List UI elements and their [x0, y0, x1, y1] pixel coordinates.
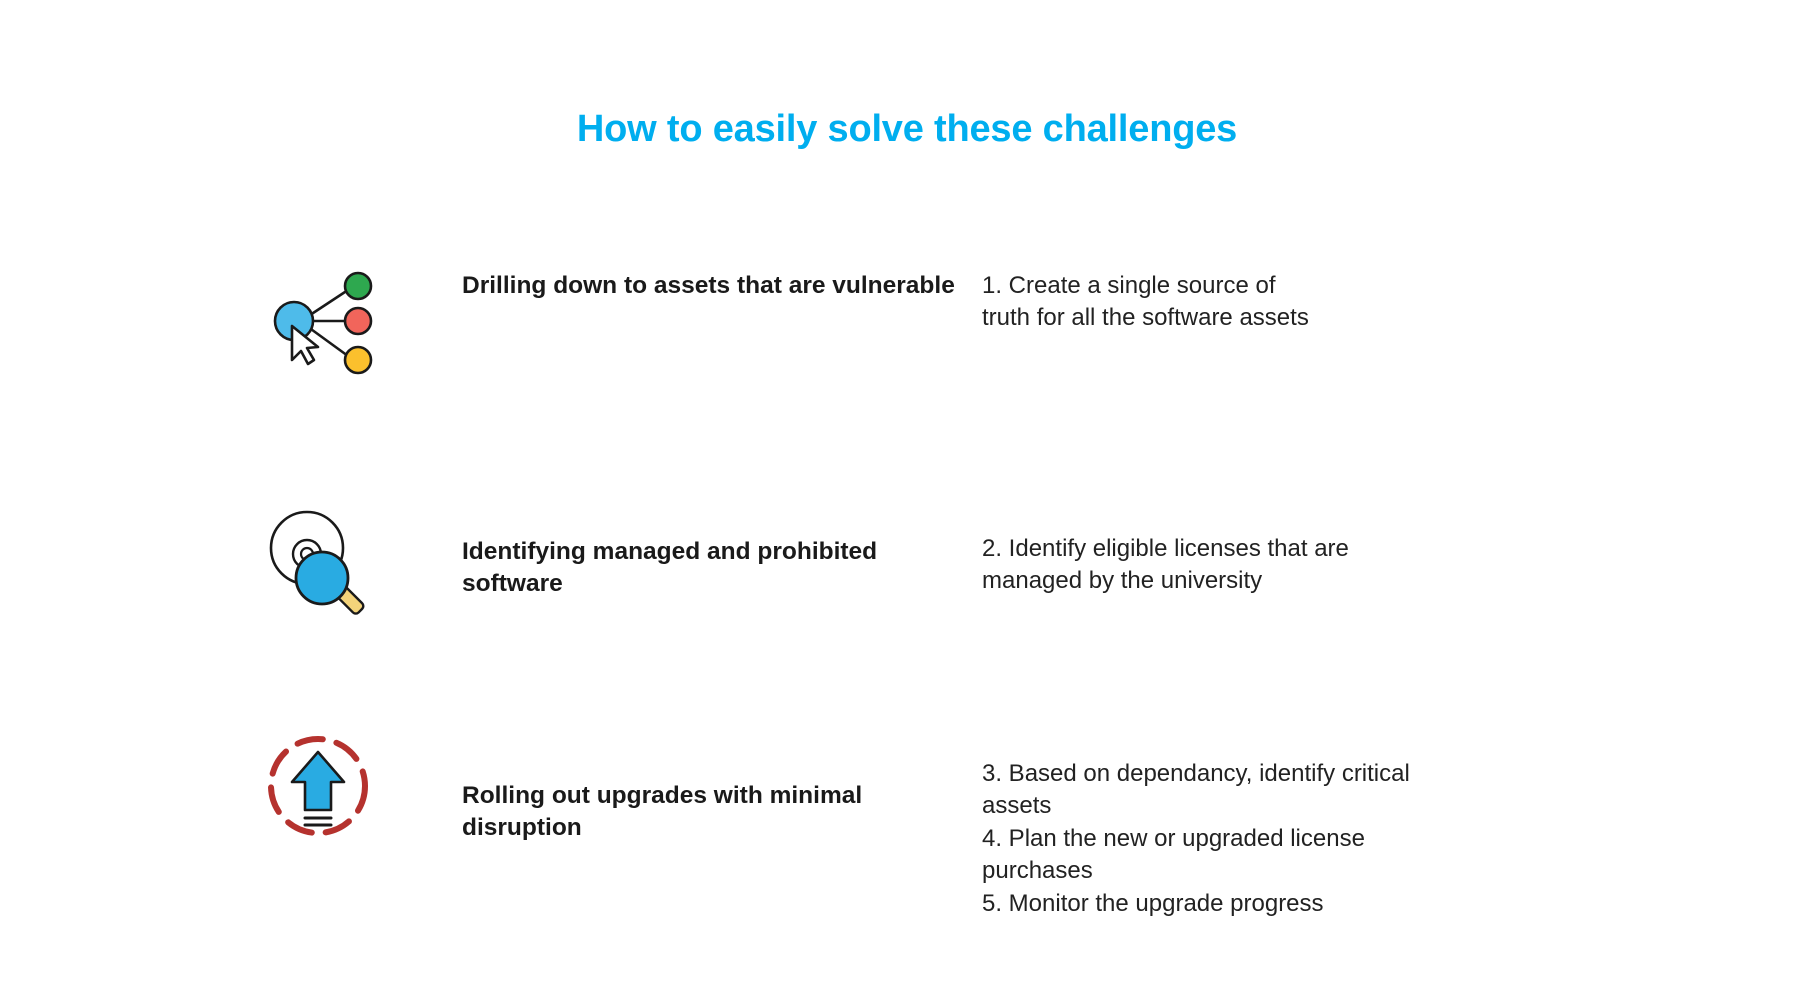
solution-text — [982, 258, 1582, 335]
challenge-solution-list — [0, 258, 1814, 948]
solution-text — [982, 718, 1582, 920]
solution-line: 4. Plan the new or upgraded license — [982, 824, 1365, 852]
solution-line: 1. Create a single source of — [982, 272, 1276, 299]
icon-cell — [252, 488, 387, 636]
solution-line: 2. Identify eligible licenses that are — [982, 535, 1349, 562]
challenge-text: Identifying managed and prohibited software — [462, 538, 878, 598]
solution-line: truth for all the software assets — [982, 304, 1309, 332]
list-item — [0, 258, 1814, 488]
icon-cell — [252, 258, 387, 394]
solution-line: 3. Based on dependancy, identify critical — [982, 760, 1410, 787]
solution-text — [982, 488, 1582, 598]
list-item — [0, 718, 1814, 948]
upgrade-arrow-circle-icon — [260, 726, 380, 856]
challenge-text: Rolling out upgrades with minimal disruption — [462, 782, 863, 842]
solution-line: purchases — [982, 857, 1093, 885]
magnifying-glass-disc-icon — [260, 506, 380, 636]
solution-line: assets — [982, 792, 1052, 820]
solution-line: managed by the university — [982, 567, 1263, 595]
page-title: How to easily solve these challenges — [576, 108, 1238, 150]
share-network-cursor-icon — [260, 264, 380, 394]
list-item — [0, 488, 1814, 718]
icon-cell — [252, 718, 387, 856]
solution-line: 5. Monitor the upgrade progress — [982, 889, 1324, 917]
challenge-text: Drilling down to assets that are vulnerable — [462, 272, 955, 299]
